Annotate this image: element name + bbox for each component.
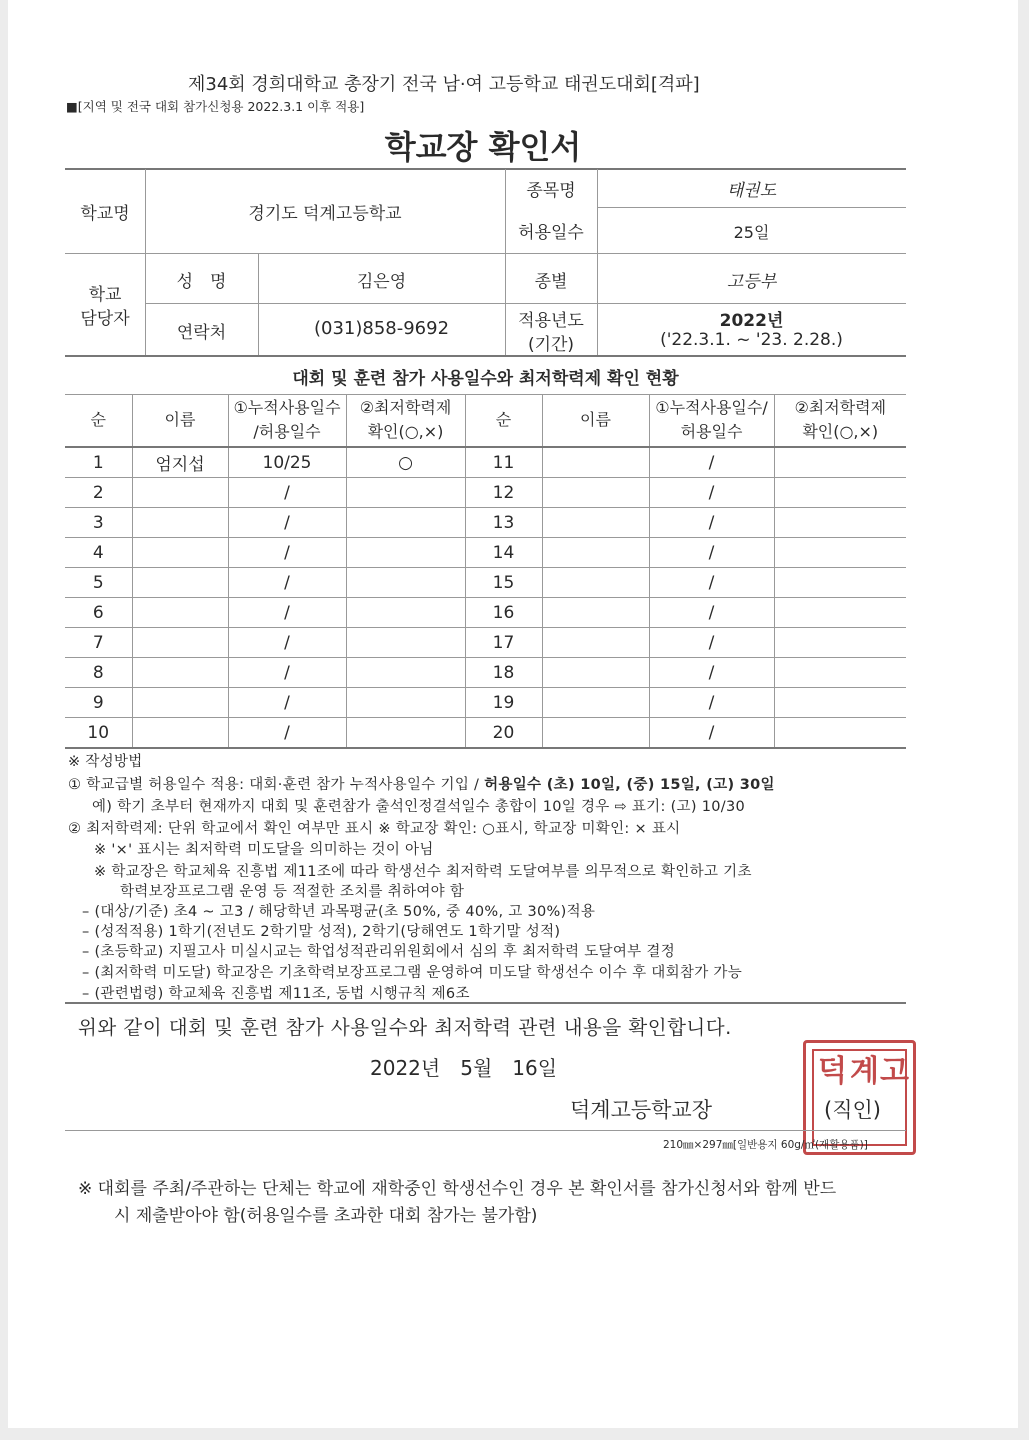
row-name-left — [132, 688, 228, 718]
rule-notes-bottom — [65, 1002, 906, 1004]
rule-top — [65, 168, 906, 170]
row-no-left: 7 — [65, 628, 132, 658]
detail-1: – (대상/기준) 초4 ~ 고3 / 해당학년 과목평균(초 50%, 중 40%, 고 30%)적용 — [82, 904, 596, 920]
row-name-left — [132, 568, 228, 598]
col-min-left — [346, 394, 465, 447]
row-no-left: 4 — [65, 538, 132, 568]
row-days-left: / — [228, 658, 346, 688]
row-no-right: 18 — [465, 658, 542, 688]
table-row — [65, 598, 906, 628]
table-row — [65, 658, 906, 688]
row-check-left: ○ — [346, 447, 465, 478]
notes-heading: ※ 작성방법 — [68, 754, 143, 770]
division-value: 고등부 — [726, 272, 777, 292]
row-name-right — [542, 538, 649, 568]
row-check-left — [346, 568, 465, 598]
note-1b: 예) 학기 초부터 현재까지 대회 및 훈련참가 출석인정결석일수 총합이 10일 경우 ⇨ 표기: (고) 10/30 — [92, 799, 746, 815]
row-check-left — [346, 538, 465, 568]
table-row — [65, 688, 906, 718]
col-min-right-line2: 확인(○,×) — [802, 422, 879, 441]
row-no-right: 11 — [465, 447, 542, 478]
row-name-left — [132, 628, 228, 658]
row-no-left: 1 — [65, 447, 132, 478]
event-label: 종목명 — [526, 181, 576, 201]
row-no-right: 12 — [465, 478, 542, 508]
note-1 — [68, 773, 775, 794]
row-no-right: 15 — [465, 568, 542, 598]
seal-glyph-1: 덕 — [818, 1054, 847, 1089]
note-2: ② 최저학력제: 단위 학교에서 확인 여부만 표시 ※ 학교장 확인: ○표시, 학교장 미확인: × 표시 — [68, 821, 681, 837]
row-name-left — [132, 508, 228, 538]
allowed-days-value: 25일 — [733, 223, 770, 242]
row-check-left — [346, 718, 465, 749]
row-check-right — [774, 658, 906, 688]
row-check-right — [774, 598, 906, 628]
col-name-left: 이름 — [132, 394, 228, 447]
year-label-1: 적용년도 — [518, 311, 584, 331]
row-check-left — [346, 658, 465, 688]
table-row — [65, 718, 906, 749]
period-value: ('22.3.1. ~ '23. 2.28.) — [660, 330, 843, 350]
row-days-right: / — [649, 478, 774, 508]
row-days-left: 10/25 — [228, 447, 346, 478]
row-no-right: 14 — [465, 538, 542, 568]
row-check-right — [774, 538, 906, 568]
note-3: ※ '×' 표시는 최저학력 미도달을 의미하는 것이 아님 — [94, 842, 434, 858]
note-1-bold: 허용일수 (초) 10일, (중) 15일, (고) 30일 — [484, 777, 775, 793]
name-value: 김은영 — [356, 272, 407, 292]
seal-glyph-3: 고 — [880, 1054, 909, 1089]
row-name-left — [132, 658, 228, 688]
row-name-right — [542, 688, 649, 718]
footer-note-line2: 시 제출받아야 함(허용일수를 초과한 대회 참가는 불가함) — [114, 1206, 538, 1226]
section-title: 대회 및 훈련 참가 사용일수와 최저학력제 확인 현황 — [292, 369, 679, 389]
detail-3: – (초등학교) 지필고사 미실시교는 학업성적관리위원회에서 심의 후 최저학력 도달여부 결정 — [82, 944, 676, 960]
table-row — [65, 508, 906, 538]
competition-title: 제34회 경희대학교 총장기 전국 남·여 고등학교 태권도대회[격파] — [188, 74, 700, 95]
col-used-right-line1: ①누적사용일수/ — [655, 398, 768, 417]
row-days-right: / — [649, 628, 774, 658]
footer-note-line1: ※ 대회를 주최/주관하는 단체는 학교에 재학중인 학생선수인 경우 본 확인서를 참가신청서와 함께 반드 — [78, 1179, 837, 1199]
row-no-right: 16 — [465, 598, 542, 628]
row-days-right: / — [649, 688, 774, 718]
row-name-right — [542, 628, 649, 658]
table-row — [65, 628, 906, 658]
seal-glyph-2: 계 — [850, 1054, 879, 1089]
row-check-left — [346, 598, 465, 628]
row-days-left: / — [228, 718, 346, 749]
row-days-left: / — [228, 568, 346, 598]
col-name-right: 이름 — [542, 394, 649, 447]
row-no-left: 3 — [65, 508, 132, 538]
row-days-left: / — [228, 688, 346, 718]
sub-note: ■[지역 및 전국 대회 참가신청용 2022.3.1 이후 적용] — [66, 99, 365, 114]
rule-info-bottom — [65, 355, 906, 357]
school-value: 경기도 덕계고등학교 — [248, 204, 402, 224]
confirm-statement: 위와 같이 대회 및 훈련 참가 사용일수와 최저학력 관련 내용을 확인합니다. — [78, 1016, 732, 1039]
note-4a: ※ 학교장은 학교체육 진흥법 제11조에 따라 학생선수 최저학력 도달여부를 의무적으로 확인하고 기초 — [94, 864, 752, 880]
row-days-left: / — [228, 538, 346, 568]
allowed-days-label: 허용일수 — [518, 223, 584, 243]
school-label: 학교명 — [80, 204, 130, 224]
document-page — [8, 0, 1018, 1428]
note-4b: 학력보장프로그램 운영 등 적절한 조치를 취하여야 함 — [120, 884, 465, 900]
row-days-left: / — [228, 598, 346, 628]
row-days-right: / — [649, 658, 774, 688]
table-header-row — [65, 394, 906, 447]
row-check-right — [774, 718, 906, 749]
row-check-right — [774, 628, 906, 658]
name-label: 성 명 — [176, 272, 227, 292]
row-name-left — [132, 538, 228, 568]
division-label: 종별 — [534, 272, 568, 292]
row-days-right: / — [649, 447, 774, 478]
row-name-right — [542, 508, 649, 538]
participation-table — [65, 394, 906, 749]
rule-paper — [65, 1130, 906, 1131]
table-row — [65, 568, 906, 598]
row-check-right — [774, 688, 906, 718]
col-min-right — [774, 394, 906, 447]
col-min-left-line1: ②최저학력제 — [359, 398, 452, 417]
row-name-right — [542, 568, 649, 598]
detail-2: – (성적적용) 1학기(전년도 2학기말 성적), 2학기(당해연도 1학기말 성적) — [82, 924, 561, 940]
row-check-left — [346, 688, 465, 718]
row-name-right — [542, 598, 649, 628]
row-name-right — [542, 658, 649, 688]
contact-label: 연락처 — [176, 323, 227, 343]
col-used-right — [649, 394, 774, 447]
row-days-left: / — [228, 478, 346, 508]
row-no-left: 9 — [65, 688, 132, 718]
col-no-right: 순 — [465, 394, 542, 447]
row-no-left: 2 — [65, 478, 132, 508]
rule-info-3 — [145, 303, 906, 304]
row-name-left — [132, 598, 228, 628]
row-check-left — [346, 478, 465, 508]
col-used-left-line2: /허용일수 — [253, 422, 321, 441]
detail-4: – (최저학력 미도달) 학교장은 기초학력보장프로그램 운영하여 미도달 학생선수 이수 후 대회참가 가능 — [82, 965, 743, 981]
row-no-right: 19 — [465, 688, 542, 718]
rule-info-2 — [65, 253, 906, 254]
row-name-right — [542, 478, 649, 508]
col-no-left: 순 — [65, 394, 132, 447]
year-value: 2022년 — [719, 311, 784, 331]
doc-title: 학교장 확인서 — [384, 128, 582, 166]
row-name-right — [542, 718, 649, 749]
row-no-right: 13 — [465, 508, 542, 538]
row-check-right — [774, 447, 906, 478]
seal-mark: (직인) — [824, 1098, 881, 1122]
row-check-left — [346, 628, 465, 658]
event-value: 태권도 — [726, 181, 777, 201]
contact-value: (031)858-9692 — [313, 318, 450, 339]
row-name-left: 엄지섭 — [132, 447, 228, 478]
col-min-right-line1: ②최저학력제 — [794, 398, 887, 417]
note-1-text: ① 학교급별 허용일수 적용: 대회·훈련 참가 누적사용일수 기입 / — [68, 777, 485, 793]
row-days-right: / — [649, 718, 774, 749]
rule-info-1 — [597, 207, 906, 208]
row-no-left: 8 — [65, 658, 132, 688]
paper-spec: 210㎜×297㎜[일반용지 60g/㎡(재활용품)] — [663, 1139, 868, 1151]
principal-name: 덕계고등학교장 — [570, 1098, 713, 1122]
row-check-right — [774, 478, 906, 508]
row-no-right: 17 — [465, 628, 542, 658]
confirm-date: 2022년 5월 16일 — [370, 1056, 558, 1080]
row-no-right: 20 — [465, 718, 542, 749]
year-label-2: (기간) — [527, 335, 575, 355]
row-check-right — [774, 508, 906, 538]
row-check-left — [346, 508, 465, 538]
col-used-right-line2: 허용일수 — [680, 422, 743, 441]
row-days-left: / — [228, 628, 346, 658]
col-used-left — [228, 394, 346, 447]
detail-5: – (관련법령) 학교체육 진흥법 제11조, 동법 시행규칙 제6조 — [82, 986, 470, 1002]
manager-label-2: 담당자 — [80, 309, 130, 329]
col-min-left-line2: 확인(○,×) — [367, 422, 444, 441]
table-row — [65, 538, 906, 568]
row-days-right: / — [649, 568, 774, 598]
row-days-left: / — [228, 508, 346, 538]
manager-label-1: 학교 — [88, 285, 122, 305]
row-no-left: 5 — [65, 568, 132, 598]
row-name-right — [542, 447, 649, 478]
row-name-left — [132, 718, 228, 749]
table-row — [65, 447, 906, 478]
col-used-left-line1: ①누적사용일수 — [233, 398, 341, 417]
row-name-left — [132, 478, 228, 508]
row-check-right — [774, 568, 906, 598]
row-days-right: / — [649, 598, 774, 628]
row-days-right: / — [649, 538, 774, 568]
row-no-left: 6 — [65, 598, 132, 628]
row-days-right: / — [649, 508, 774, 538]
row-no-left: 10 — [65, 718, 132, 749]
table-row — [65, 478, 906, 508]
